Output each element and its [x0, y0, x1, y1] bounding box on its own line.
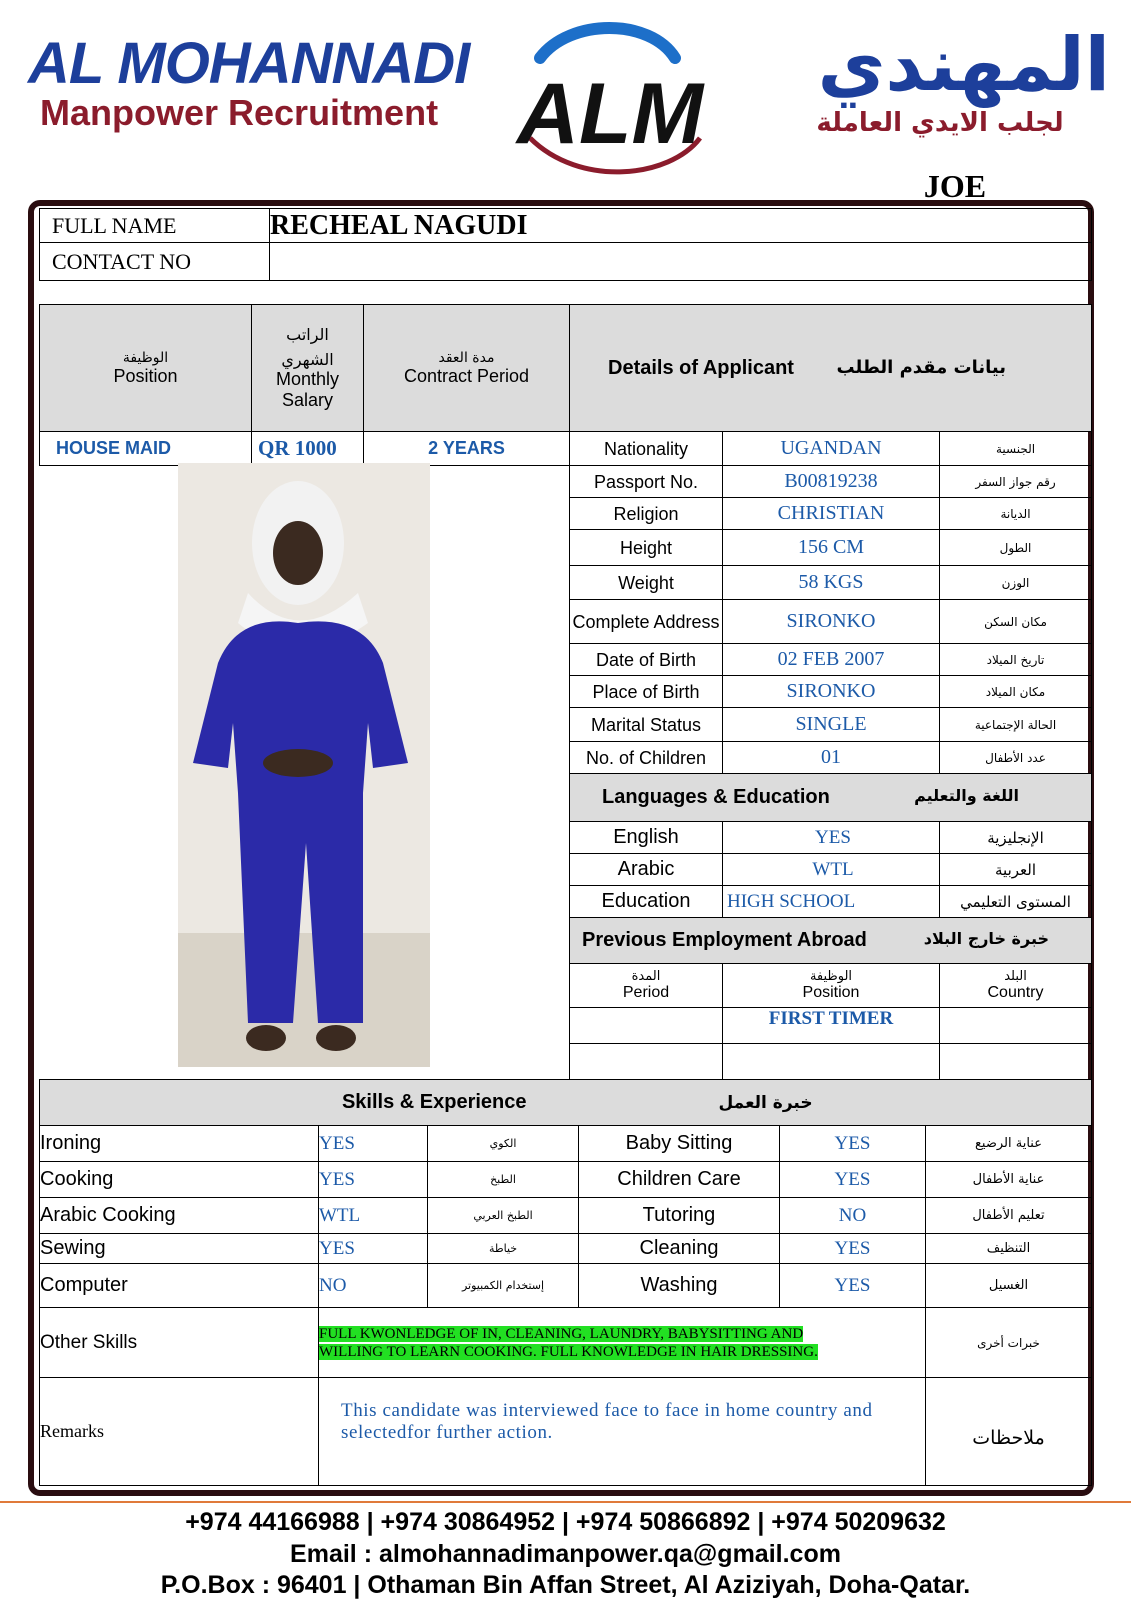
country-header-label: Country [987, 984, 1044, 1001]
skill-right-ar: عناية الرضيع [926, 1126, 1092, 1162]
position-header [40, 305, 252, 432]
full-name-label: FULL NAME [40, 209, 270, 243]
detail-ar: مكان السكن [940, 600, 1092, 644]
language-ar: الإنجليزية [940, 822, 1092, 854]
skill-left-value: WTL [319, 1198, 428, 1234]
position-header-ar: الوظيفة [122, 349, 169, 366]
language-value: HIGH SCHOOL [723, 886, 940, 918]
footer-phones: +974 44166988 | +974 30864952 | +974 50866892 | +974 50209632 [185, 1508, 946, 1536]
languages-heading: Languages & Education [602, 786, 830, 808]
remarks-ar: ملاحظات [926, 1378, 1092, 1486]
company-name-ar: المهندي [817, 22, 1110, 108]
detail-row [570, 566, 1092, 600]
skill-left-label: Sewing [40, 1234, 319, 1264]
identity-table [39, 208, 1092, 281]
other-skills-cell [319, 1308, 926, 1378]
language-row [570, 886, 1092, 918]
details-heading-cell [570, 305, 1092, 432]
salary-header [252, 305, 364, 432]
detail-label: Marital Status [570, 708, 723, 742]
other-skills-value: FULL KWONLEDGE OF IN, CLEANING, LAUNDRY, BABYSITTING AND WILLING TO LEARN COOKING. FULL KNOWLEDGE IN HAIR DRESSING. [319, 1325, 818, 1360]
details-table [569, 304, 1092, 1080]
country-header [940, 964, 1092, 1008]
skill-right-label: Children Care [579, 1162, 780, 1198]
skill-right-value: YES [780, 1126, 926, 1162]
language-ar: المستوى التعليمي [940, 886, 1092, 918]
emp-period-1 [570, 1008, 723, 1044]
skills-heading: Skills & Experience [341, 1091, 527, 1113]
detail-value: SIRONKO [723, 676, 940, 708]
language-label: Arabic [570, 854, 723, 886]
skill-right-ar: التنظيف [926, 1234, 1092, 1264]
skill-row [40, 1162, 1092, 1198]
language-ar: العربية [940, 854, 1092, 886]
salary-header-label-2: Salary [281, 390, 334, 410]
language-value: WTL [723, 854, 940, 886]
contact-value [270, 243, 1092, 281]
detail-ar: الديانة [940, 498, 1092, 530]
salary-value: QR 1000 [252, 432, 364, 466]
detail-label: Date of Birth [570, 644, 723, 676]
detail-value: 01 [723, 742, 940, 774]
skill-right-label: Cleaning [579, 1234, 780, 1264]
detail-row [570, 708, 1092, 742]
skill-left-label: Ironing [40, 1126, 319, 1162]
detail-label: Nationality [570, 432, 723, 466]
company-tagline-en: Manpower Recruitment [40, 92, 439, 133]
skill-right-label: Baby Sitting [579, 1126, 780, 1162]
emp-position-1: FIRST TIMER [723, 1008, 940, 1044]
skill-row [40, 1126, 1092, 1162]
detail-value: 156 CM [723, 530, 940, 566]
company-name-en: AL MOHANNADI [28, 31, 470, 96]
detail-row [570, 530, 1092, 566]
detail-value: UGANDAN [723, 432, 940, 466]
detail-value: B00819238 [723, 466, 940, 498]
country-header-ar: البلد [1004, 969, 1027, 984]
detail-ar: الجنسية [940, 432, 1092, 466]
detail-label: Passport No. [570, 466, 723, 498]
detail-ar: الحالة الإجتماعية [940, 708, 1092, 742]
languages-heading-ar: اللغة والتعليم [914, 786, 1019, 805]
salary-header-ar-2: الشهري [281, 350, 334, 369]
detail-ar: الطول [940, 530, 1092, 566]
detail-label: Place of Birth [570, 676, 723, 708]
other-skills-ar: خبرات أخرى [926, 1308, 1092, 1378]
employment-heading-ar: خبرة خارج البلاد [923, 929, 1049, 948]
skill-row [40, 1234, 1092, 1264]
skills-heading-cell [40, 1080, 579, 1126]
position-value: HOUSE MAID [40, 432, 252, 466]
remarks-value: This candidate was interviewed face to face in home country and selectedfor further action. [319, 1378, 926, 1486]
skill-left-ar: خياطة [428, 1234, 579, 1264]
detail-value: SIRONKO [723, 600, 940, 644]
other-skills-label: Other Skills [40, 1308, 319, 1378]
skill-right-value: YES [780, 1264, 926, 1308]
employment-heading-cell [570, 918, 1092, 964]
detail-row [570, 676, 1092, 708]
detail-row [570, 498, 1092, 530]
skill-left-label: Computer [40, 1264, 319, 1308]
detail-value: 02 FEB 2007 [723, 644, 940, 676]
language-value: YES [723, 822, 940, 854]
details-heading: Details of Applicant [608, 356, 794, 379]
skill-left-label: Arabic Cooking [40, 1198, 319, 1234]
detail-ar: عدد الأطفال [940, 742, 1092, 774]
detail-label: Weight [570, 566, 723, 600]
language-row [570, 822, 1092, 854]
skill-left-value: YES [319, 1234, 428, 1264]
full-name-value: RECHEAL NAGUDI [270, 209, 1092, 243]
contract-header-label: Contract Period [403, 365, 530, 386]
detail-ar: مكان الميلاد [940, 676, 1092, 708]
emp-period-2 [570, 1044, 723, 1080]
period-header-label: Period [622, 984, 670, 1001]
skill-right-label: Washing [579, 1264, 780, 1308]
language-row [570, 854, 1092, 886]
emp-country-2 [940, 1044, 1092, 1080]
footer-divider [0, 1501, 1131, 1503]
detail-row [570, 600, 1092, 644]
salary-header-label-1: Monthly [275, 369, 340, 389]
emp-position-header-label: Position [802, 984, 860, 1001]
skill-left-ar: إستخدام الكمبيوتر [428, 1264, 579, 1308]
job-table [39, 304, 570, 466]
applicant-photo [178, 463, 430, 1067]
detail-value: CHRISTIAN [723, 498, 940, 530]
detail-row [570, 644, 1092, 676]
detail-ar: الوزن [940, 566, 1092, 600]
detail-value: 58 KGS [723, 566, 940, 600]
skill-right-ar: تعليم الأطفال [926, 1198, 1092, 1234]
detail-value: SINGLE [723, 708, 940, 742]
skills-heading-ar-cell [579, 1080, 1092, 1126]
logo-mark-text: ALM [516, 66, 704, 162]
skills-table [39, 1079, 1092, 1486]
skill-right-value: NO [780, 1198, 926, 1234]
skill-right-ar: الغسيل [926, 1264, 1092, 1308]
skill-right-ar: عناية الأطفال [926, 1162, 1092, 1198]
skill-right-value: YES [780, 1162, 926, 1198]
footer-email: Email : almohannadimanpower.qa@gmail.com [290, 1540, 841, 1568]
languages-heading-cell [570, 774, 1092, 822]
detail-row [570, 466, 1092, 498]
emp-position-header [723, 964, 940, 1008]
skill-left-label: Cooking [40, 1162, 319, 1198]
applicant-figure-icon [178, 463, 430, 1067]
skill-left-value: NO [319, 1264, 428, 1308]
language-label: English [570, 822, 723, 854]
agent-code: JOE [923, 168, 987, 204]
skill-right-label: Tutoring [579, 1198, 780, 1234]
emp-position-header-ar: الوظيفة [809, 969, 853, 984]
contract-header-ar: مدة العقد [438, 349, 495, 366]
skill-right-value: YES [780, 1234, 926, 1264]
employment-heading: Previous Employment Abroad [582, 929, 867, 951]
period-header [570, 964, 723, 1008]
company-tagline-ar: لجلب الايدي العاملة [816, 108, 1064, 138]
language-label: Education [570, 886, 723, 918]
detail-ar: رقم جواز السفر [940, 466, 1092, 498]
skill-left-value: YES [319, 1126, 428, 1162]
detail-row [570, 742, 1092, 774]
detail-label: Religion [570, 498, 723, 530]
detail-label: Complete Address [570, 600, 723, 644]
position-header-label: Position [113, 365, 178, 386]
footer-address: P.O.Box : 96401 | Othaman Bin Affan Street, Al Aziziyah, Doha-Qatar. [160, 1571, 971, 1599]
skill-row [40, 1198, 1092, 1234]
skill-left-ar: الطبخ العربي [428, 1198, 579, 1234]
skill-left-value: YES [319, 1162, 428, 1198]
detail-ar: تاريخ الميلاد [940, 644, 1092, 676]
emp-country-1 [940, 1008, 1092, 1044]
skills-heading-ar: خبرة العمل [718, 1092, 813, 1113]
detail-label: No. of Children [570, 742, 723, 774]
salary-header-ar-1: الراتب [286, 325, 329, 344]
contact-label: CONTACT NO [40, 243, 270, 281]
emp-position-2 [723, 1044, 940, 1080]
skill-left-ar: الكوي [428, 1126, 579, 1162]
period-header-ar: المدة [631, 969, 661, 984]
details-heading-ar: بيانات مقدم الطلب [836, 356, 1006, 378]
contract-header [364, 305, 570, 432]
contract-value: 2 YEARS [364, 432, 570, 466]
detail-row [570, 432, 1092, 466]
skill-row [40, 1264, 1092, 1308]
skill-left-ar: الطبخ [428, 1162, 579, 1198]
remarks-label: Remarks [40, 1378, 319, 1486]
detail-label: Height [570, 530, 723, 566]
alm-logo-icon [500, 18, 730, 178]
